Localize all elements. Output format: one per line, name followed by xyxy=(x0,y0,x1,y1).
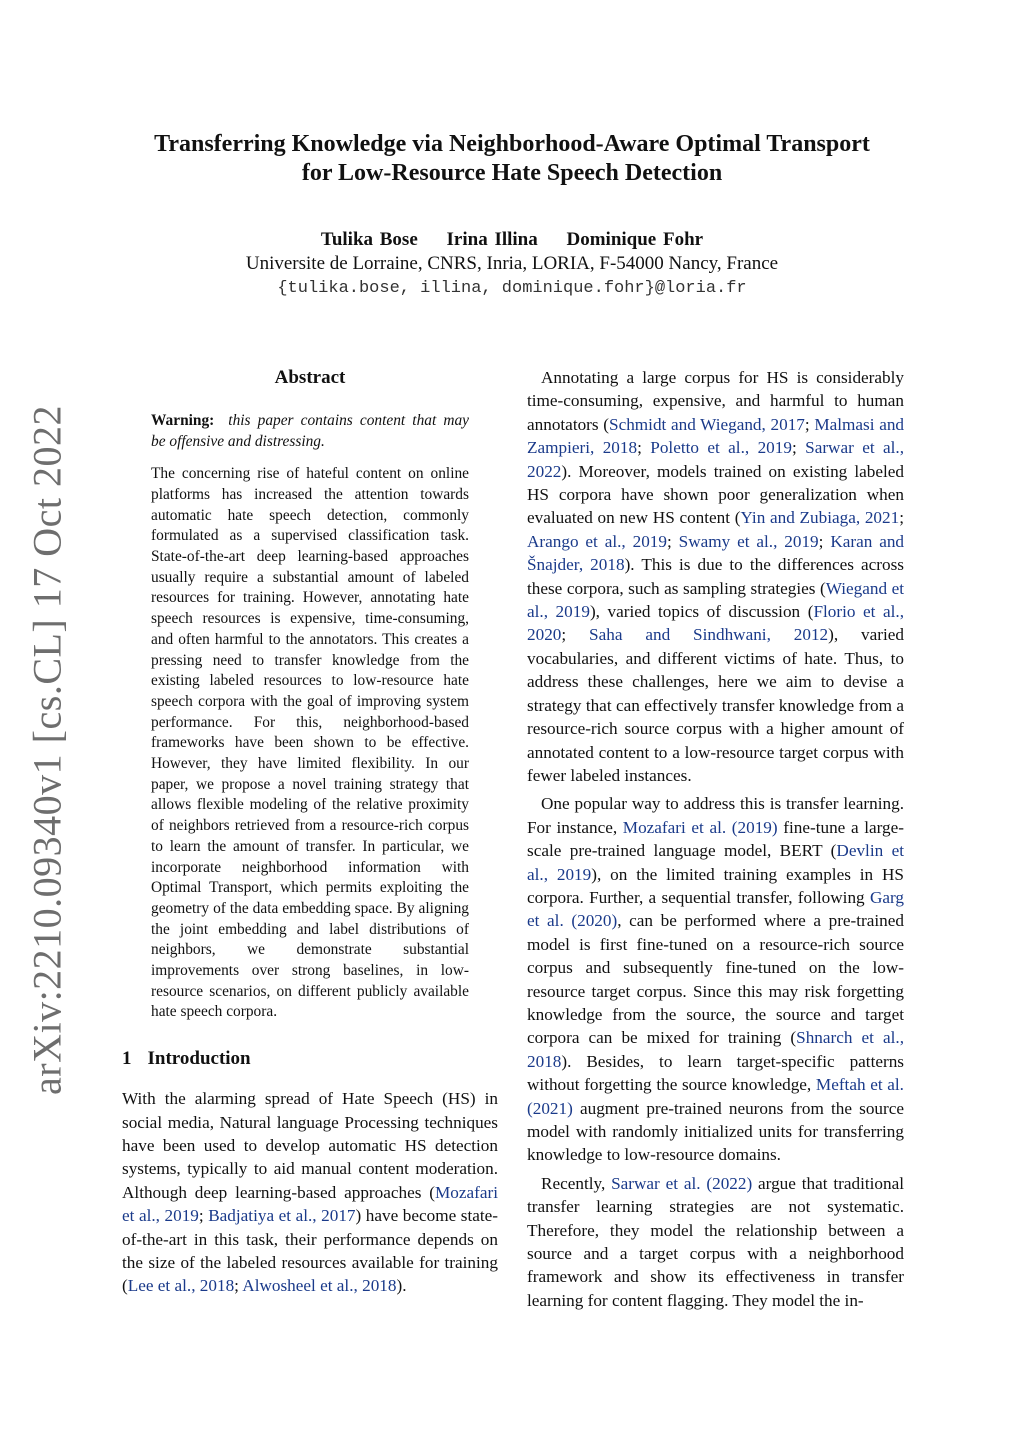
title-block xyxy=(110,130,914,302)
citation-link[interactable]: Shnarch et al., 2018 xyxy=(527,1028,904,1071)
body-paragraph: Recently, Sarwar et al. (2022) argue that traditional transfer learning strategies are not systematic. Therefore, they model the relationship between a source and a target corpus with a neighborhood framework and show its effectiveness in transfer learning for content flagging. They model the in- xyxy=(527,1173,904,1310)
citation-link[interactable]: Garg et al. (2020) xyxy=(527,887,904,931)
title-line-2: for Low-Resource Hate Speech Detection xyxy=(301,160,723,186)
author-name: Dominique Fohr xyxy=(566,229,704,250)
author-list xyxy=(110,228,914,252)
citation-link[interactable]: Yin and Zubiaga, 2021 xyxy=(740,508,900,528)
citation-link[interactable]: Florio et al., 2020 xyxy=(527,602,904,645)
citation-link[interactable]: Schmidt and Wiegand, 2017 xyxy=(609,414,805,434)
citation-link[interactable]: Arango et al., 2019 xyxy=(527,531,667,551)
right-column xyxy=(527,366,904,1312)
intro-paragraph: With the alarming spread of Hate Speech (HS) in social media, Natural language Processing techniques have been used to develop automatic HS detection systems, typically to aid manual content moderation. Although deep learning-based approaches (Mozafari et al., 2019; Badjatiya et al., 2017) have become state-of-the-art in this task, their performance depends on the size of the labeled resources available for training (Lee et al., 2018; Alwosheel et al., 2018). xyxy=(122,1089,498,1296)
citation-link[interactable]: Meftah et al. (2021) xyxy=(527,1075,904,1118)
citation-link[interactable]: Mozafari et al. (2019) xyxy=(622,817,778,837)
abstract-heading: Abstract xyxy=(274,367,346,388)
left-column xyxy=(122,366,498,1298)
author-emails: {tulika.bose, illina, dominique.fohr}@loria.fr xyxy=(277,279,747,298)
citation-link[interactable]: Sarwar et al. (2022) xyxy=(611,1173,753,1193)
arxiv-identifier: arXiv:2210.09340v1 [cs.CL] 17 Oct 2022 xyxy=(24,404,70,1096)
citation-link[interactable]: Badjatiya et al., 2017 xyxy=(208,1206,356,1226)
author-name: Irina Illina xyxy=(446,229,538,250)
citation-link[interactable]: Poletto et al., 2019 xyxy=(650,438,792,458)
body-paragraph: One popular way to address this is transfer learning. For instance, Mozafari et al. (2019) fine-tune a large-scale pre-trained language model, BERT (Devlin et al., 2019), on the limited training examples in HS corpora. Further, a sequential transfer, following Garg et al. (2020), can be performed where a pre-trained model is first fine-tuned on a resource-rich source corpus and subsequently fine-tuned on the low-resource target corpus. Since this may risk forgetting knowledge from the source, the source and target corpora can be mixed for training (Shnarch et al., 2018). Besides, to learn target-specific patterns without forgetting the source knowledge, Meftah et al. (2021) augment pre-trained neurons from the source model with randomly initialized units for transferring knowledge to low-resource domains. xyxy=(527,794,905,1165)
author-name: Tulika Bose xyxy=(320,229,418,250)
section-number: 1 xyxy=(122,1048,132,1070)
citation-link[interactable]: Karan and Šnajder, 2018 xyxy=(527,531,905,575)
citation-link[interactable]: Lee et al., 2018 xyxy=(127,1276,235,1296)
citation-link[interactable]: Sarwar et al., 2022 xyxy=(527,438,905,481)
warning-text: this paper contains content that may be offensive and distressing. xyxy=(151,412,469,450)
section-heading-introduction xyxy=(122,1047,498,1071)
title-line-1: Transferring Knowledge via Neighborhood-Aware Optimal Transport xyxy=(154,131,870,157)
citation-link[interactable]: Malmasi and Zampieri, 2018 xyxy=(527,414,905,458)
citation-link[interactable]: Wiegand et al., 2019 xyxy=(527,578,904,622)
abstract-body xyxy=(151,411,469,1023)
warning-label: Warning: xyxy=(151,412,215,429)
citation-link[interactable]: Saha and Sindhwani, 2012 xyxy=(589,625,829,645)
citation-link[interactable]: Swamy et al., 2019 xyxy=(678,531,819,551)
abstract-text: The concerning rise of hateful content on online platforms has increased the attention towards automatic hate speech detection, commonly formulated as a supervised classification task. State-of-the-art deep learning-based approaches usually require a substantial amount of labeled resources for training. However, annotating hate speech resources is expensive, time-consuming, and often harmful to the annotators. This creates a pressing need to transfer knowledge from the existing labeled resources to low-resource hate speech corpora with the goal of improving system performance. For this, neighborhood-based frameworks have been shown to be effective. However, they have limited flexibility. In our paper, we propose a novel training strategy that allows flexible modeling of the relative proximity of neighbors retrieved from a resource-rich corpus to learn the amount of transfer. In particular, we incorporate neighborhood information with Optimal Transport, which permits exploiting the geometry of the data embedding space. By aligning the joint embedding and label distributions of neighbors, we demonstrate substantial improvements over strong baselines, in low-resource scenarios, on different publicly available hate speech corpora. xyxy=(151,465,469,1021)
paper-title xyxy=(110,130,914,188)
citation-link[interactable]: Devlin et al., 2019 xyxy=(527,841,905,884)
affiliation: Universite de Lorraine, CNRS, Inria, LORIA, F-54000 Nancy, France xyxy=(245,253,779,274)
citation-link[interactable]: Mozafari et al., 2019 xyxy=(122,1182,498,1226)
section-title: Introduction xyxy=(147,1048,251,1070)
citation-link[interactable]: Alwosheel et al., 2018 xyxy=(242,1276,397,1296)
body-paragraph: Annotating a large corpus for HS is considerably time-consuming, expensive, and harmful to human annotators (Schmidt and Wiegand, 2017; Malmasi and Zampieri, 2018; Poletto et al., 2019; Sarwar et al., 2022). Moreover, models trained on existing labeled HS corpora have shown poor generalization when evaluated on new HS content (Yin and Zubiaga, 2021; Arango et al., 2019; Swamy et al., 2019; Karan and Šnajder, 2018). This is due to the differences across these corpora, such as sampling strategies (Wiegand et al., 2019), varied topics of discussion (Florio et al., 2020; Saha and Sindhwani, 2012), varied vocabularies, and different victims of hate. Thus, to address these challenges, here we aim to devise a strategy that can effectively transfer knowledge from a resource-rich source corpus with a higher amount of annotated content to a low-resource target corpus with fewer labeled instances. xyxy=(527,368,905,785)
content-warning xyxy=(151,411,469,452)
